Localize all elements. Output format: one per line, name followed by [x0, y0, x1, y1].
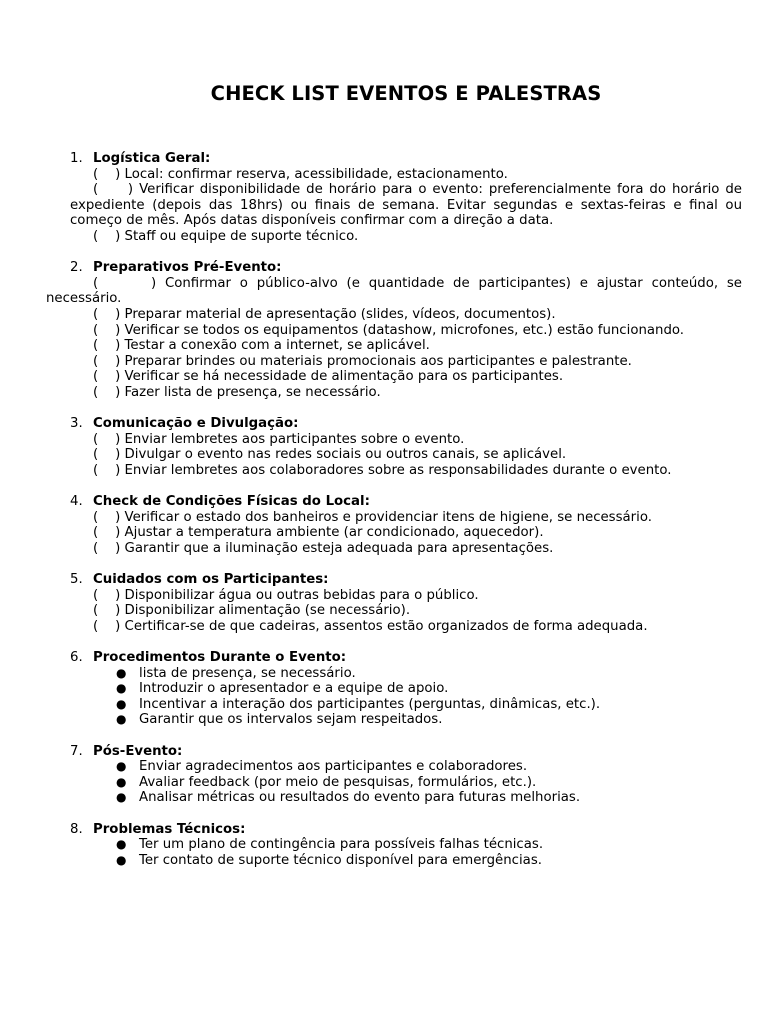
item-text: Incentivar a interação dos participantes (perguntas, dinâmicas, etc.). [139, 696, 601, 712]
checklist-item [46, 323, 742, 339]
section-pos-evento [46, 744, 742, 806]
item-text: Staff ou equipe de suporte técnico. [124, 228, 359, 244]
item-text: Verificar se todos os equipamentos (datashow, microfones, etc.) estão funcionando. [124, 322, 685, 338]
item-text: Certificar-se de que cadeiras, assentos estão organizados de forma adequada. [124, 618, 648, 634]
bullet-item [46, 759, 742, 775]
bullet-item [46, 837, 742, 853]
checklist-item [46, 619, 742, 635]
page-title: CHECK LIST EVENTOS E PALESTRAS [210, 82, 602, 105]
checkbox-mark: ( ) [93, 353, 121, 369]
checklist-item [46, 463, 742, 479]
checklist-item [46, 338, 742, 354]
checklist-content [46, 151, 742, 884]
bullet-icon: ● [116, 774, 127, 789]
section-problemas-tecnicos [46, 822, 742, 869]
section-heading [46, 260, 742, 276]
checkbox-mark: ( ) [93, 369, 121, 385]
checklist-item [46, 307, 742, 323]
section-title: Cuidados com os Participantes: [93, 572, 329, 588]
section-number: 2. [70, 260, 83, 276]
section-title: Problemas Técnicos: [93, 821, 246, 837]
section-number: 3. [70, 416, 83, 432]
section-procedimentos [46, 650, 742, 728]
checklist-item [46, 276, 742, 307]
section-heading [46, 822, 742, 838]
section-comunicacao [46, 416, 742, 478]
bullet-item [46, 853, 742, 869]
section-number: 7. [70, 743, 83, 759]
checklist-item [46, 432, 742, 448]
section-preparativos [46, 260, 742, 400]
checkbox-mark: ( ) [93, 182, 134, 198]
section-number: 1. [70, 151, 83, 166]
section-number: 5. [70, 572, 83, 588]
item-text: Verificar disponibilidade de horário para o evento: preferencialmente fora do horário de expediente (depois das 18hrs) ou finais de semana. Evitar segundas e sextas-feiras e final ou começo de mês. Após datas disponíveis confirmar com a direção a data. [70, 182, 742, 229]
item-text: Enviar lembretes aos participantes sobre o evento. [124, 431, 465, 447]
checkbox-mark: ( ) [93, 338, 121, 354]
checklist-item [46, 447, 742, 463]
item-text: Fazer lista de presença, se necessário. [124, 384, 381, 400]
checklist-item [46, 167, 742, 183]
checklist-item [46, 588, 742, 604]
section-title: Pós-Evento: [93, 743, 183, 759]
checkbox-mark: ( ) [93, 447, 121, 463]
section-logistica-geral [46, 151, 742, 245]
bullet-item [46, 697, 742, 713]
item-text: Preparar brindes ou materiais promocionais aos participantes e palestrante. [124, 353, 632, 369]
section-heading [46, 744, 742, 760]
checklist-item [46, 354, 742, 370]
item-text: Local: confirmar reserva, acessibilidade, estacionamento. [124, 166, 508, 182]
section-number: 4. [70, 494, 83, 510]
checkbox-mark: ( ) [93, 540, 121, 556]
item-text: Ter contato de suporte técnico disponível para emergências. [139, 852, 542, 868]
checkbox-mark: ( ) [93, 587, 121, 603]
item-text: Analisar métricas ou resultados do evento para futuras melhorias. [139, 790, 581, 806]
section-heading [46, 151, 742, 167]
item-text: Enviar agradecimentos aos participantes e colaboradores. [139, 759, 528, 775]
checkbox-mark: ( ) [93, 525, 121, 541]
checkbox-mark: ( ) [93, 431, 121, 447]
bullet-icon: ● [116, 681, 127, 696]
checkbox-mark: ( ) [93, 275, 157, 291]
section-title: Comunicação e Divulgação: [93, 416, 299, 432]
checklist-item [46, 525, 742, 541]
item-text: Introduzir o apresentador e a equipe de apoio. [139, 681, 449, 697]
section-heading [46, 494, 742, 510]
item-text: Verificar o estado dos banheiros e providenciar itens de higiene, se necessário. [124, 509, 652, 525]
item-text: Verificar se há necessidade de alimentação para os participantes. [124, 369, 564, 385]
item-text: Disponibilizar água ou outras bebidas para o público. [124, 587, 479, 603]
section-title: Preparativos Pré-Evento: [93, 260, 282, 276]
checklist-item [46, 369, 742, 385]
bullet-item [46, 775, 742, 791]
section-title: Logística Geral: [93, 151, 211, 166]
item-text: Avaliar feedback (por meio de pesquisas, formulários, etc.). [139, 774, 537, 790]
checkbox-mark: ( ) [93, 509, 121, 525]
section-number: 6. [70, 650, 83, 665]
checkbox-mark: ( ) [93, 384, 121, 400]
section-heading [46, 572, 742, 588]
checklist-item [46, 182, 742, 229]
checkbox-mark: ( ) [93, 166, 121, 182]
bullet-icon: ● [116, 837, 127, 852]
bullet-item [46, 712, 742, 728]
item-text: Garantir que a iluminação esteja adequada para apresentações. [124, 540, 554, 556]
checklist-item [46, 229, 742, 245]
checklist-item [46, 510, 742, 526]
bullet-item [46, 666, 742, 682]
item-text: Testar a conexão com a internet, se aplicável. [124, 338, 430, 354]
item-text: Confirmar o público-alvo (e quantidade de participantes) e ajustar conteúdo, se necessário. [46, 275, 742, 307]
checkbox-mark: ( ) [93, 618, 121, 634]
section-cuidados-participantes [46, 572, 742, 634]
checkbox-mark: ( ) [93, 322, 121, 338]
section-heading [46, 650, 742, 666]
item-text: Divulgar o evento nas redes sociais ou outros canais, se aplicável. [124, 447, 567, 463]
item-text: Garantir que os intervalos sejam respeitados. [139, 712, 443, 728]
bullet-icon: ● [116, 665, 127, 680]
bullet-icon: ● [116, 712, 127, 727]
item-text: Ter um plano de contingência para possíveis falhas técnicas. [139, 837, 544, 853]
item-text: Ajustar a temperatura ambiente (ar condicionado, aquecedor). [124, 525, 544, 541]
checkbox-mark: ( ) [93, 306, 121, 322]
checkbox-mark: ( ) [93, 462, 121, 478]
bullet-icon: ● [116, 790, 127, 805]
checklist-item [46, 603, 742, 619]
bullet-icon: ● [116, 852, 127, 867]
section-condicoes-fisicas [46, 494, 742, 556]
item-text: Preparar material de apresentação (slides, vídeos, documentos). [124, 306, 556, 322]
bullet-icon: ● [116, 696, 127, 711]
item-text: lista de presença, se necessário. [139, 665, 356, 681]
checklist-item [46, 385, 742, 401]
checklist-item [46, 541, 742, 557]
checkbox-mark: ( ) [93, 228, 121, 244]
section-number: 8. [70, 821, 83, 837]
section-title: Check de Condições Físicas do Local: [93, 494, 370, 510]
section-title: Procedimentos Durante o Evento: [93, 650, 347, 665]
section-heading [46, 416, 742, 432]
bullet-item [46, 681, 742, 697]
item-text: Enviar lembretes aos colaboradores sobre as responsabilidades durante o evento. [124, 462, 672, 478]
item-text: Disponibilizar alimentação (se necessário). [124, 603, 411, 619]
bullet-item [46, 790, 742, 806]
bullet-icon: ● [116, 759, 127, 774]
checkbox-mark: ( ) [93, 603, 121, 619]
